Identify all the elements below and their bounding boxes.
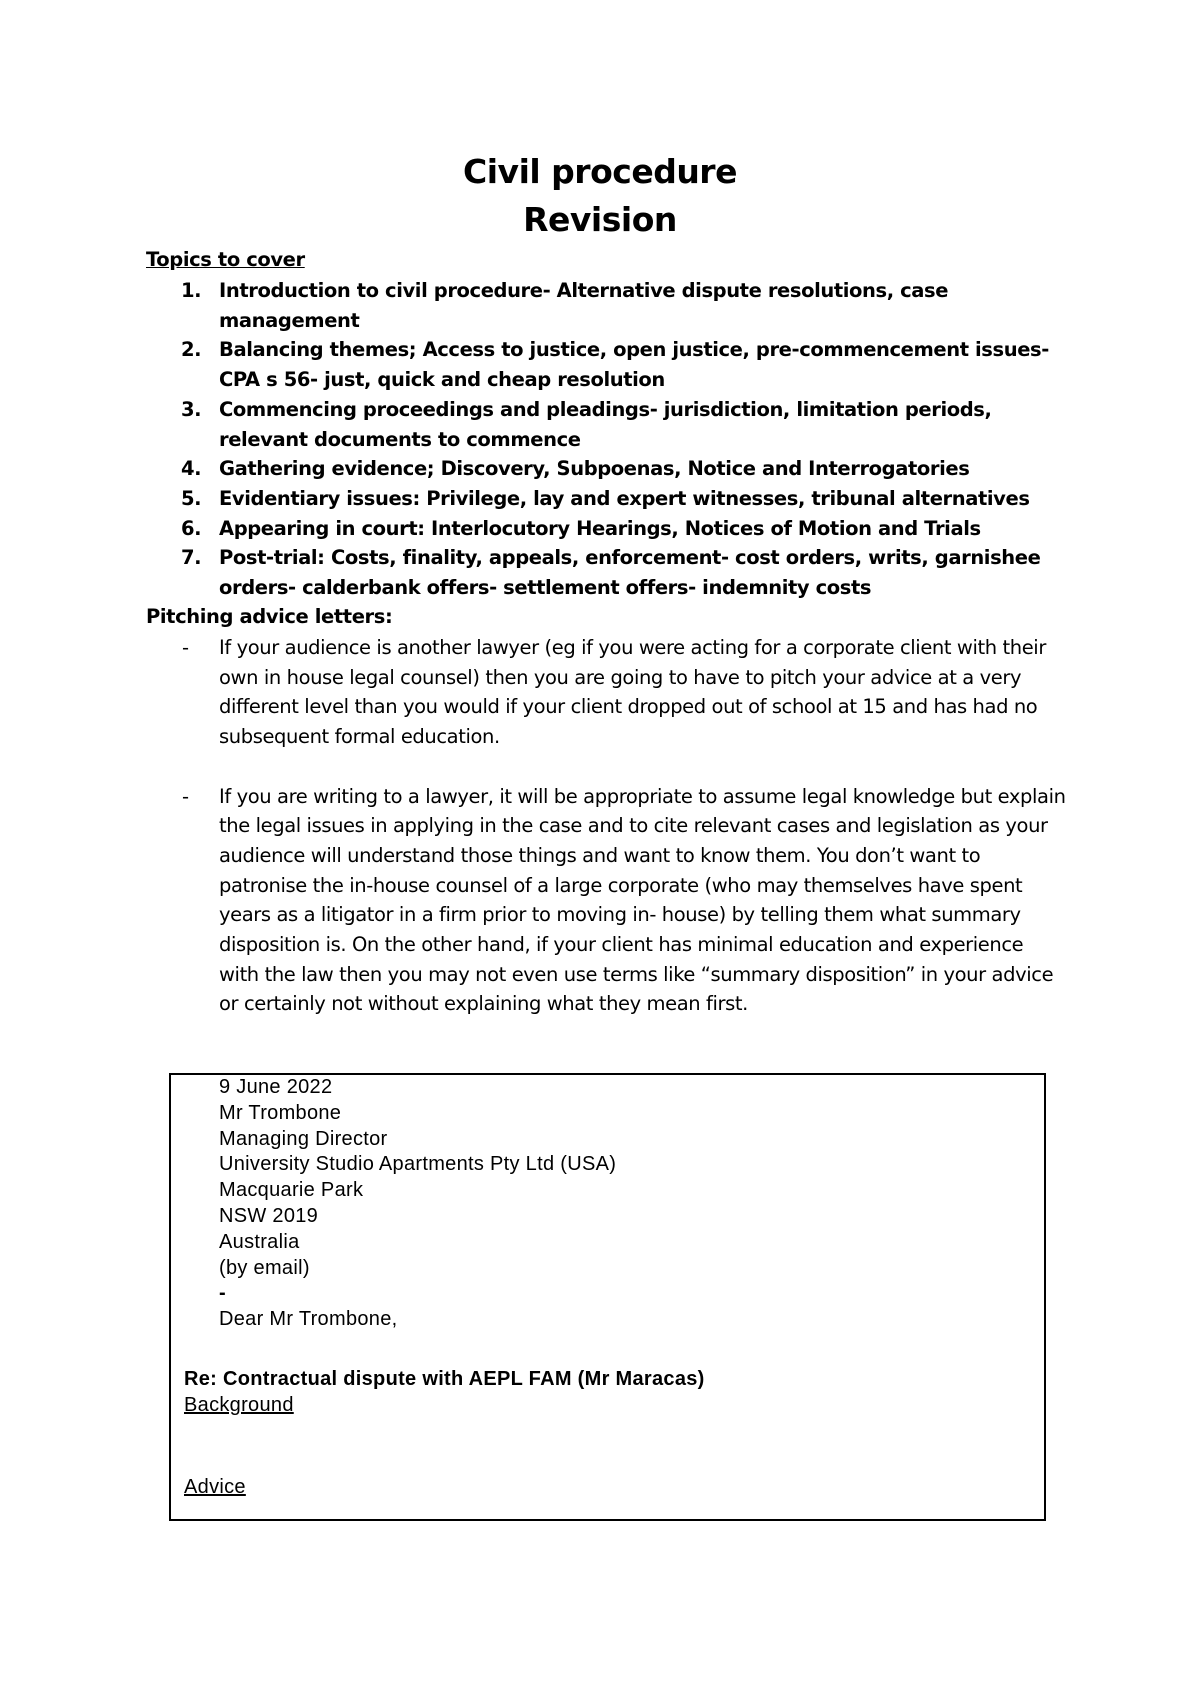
letter-date: 9 June 2022 <box>219 1076 333 1098</box>
letter-state-postcode: NSW 2019 <box>219 1204 319 1227</box>
list-item-text: Gathering evidence; Discovery, Subpoenas, Notice and Interrogatories <box>219 457 970 481</box>
letter-separator: - <box>219 1282 226 1305</box>
topics-heading: Topics to cover <box>146 248 305 271</box>
list-item <box>146 454 1066 484</box>
letter-country: Australia <box>219 1230 300 1253</box>
list-item <box>146 514 1066 544</box>
list-item-text: If you are writing to a lawyer, it will be appropriate to assume legal knowledge but explain the legal issues in applying in the case and to cite relevant cases and legislation as your audience will understand those things and want to know them. You don’t want to patronise the in-house counsel of a large corporate (who may themselves have spent years as a litigator in a firm prior to moving in- house) by telling them what summary disposition is. On the other hand, if your client has minimal education and experience with the law then you may not even use terms like “summary disposition” in your advice or certainly not without explaining what they mean first. <box>219 784 1066 1016</box>
list-item <box>146 335 1066 394</box>
letter-recipient: Mr Trombone <box>219 1101 342 1124</box>
list-item-text: Appearing in court: Interlocutory Hearings, Notices of Motion and Trials <box>219 516 981 540</box>
pitching-heading: Pitching advice letters: <box>146 605 393 628</box>
topics-list <box>146 276 1066 603</box>
list-item-text: Evidentiary issues: Privilege, lay and expert witnesses, tribunal alternatives <box>219 486 1030 510</box>
list-item <box>146 543 1066 602</box>
letter-section-background: Background <box>184 1394 294 1416</box>
list-item-number: 1. <box>181 279 202 302</box>
letter-section-advice: Advice <box>184 1476 246 1498</box>
list-item <box>146 276 1066 335</box>
list-item-number: 3. <box>181 397 202 421</box>
letter-position: Managing Director <box>219 1127 388 1150</box>
letter-re-line: Re: Contractual dispute with AEPL FAM (Mr Maracas) <box>184 1368 705 1390</box>
letter-company: University Studio Apartments Pty Ltd (USA) <box>219 1153 617 1176</box>
list-item-number: 4. <box>181 457 202 481</box>
list-item-text: Commencing proceedings and pleadings- jurisdiction, limitation periods, relevant documents to commence <box>219 397 992 451</box>
letter-suburb: Macquarie Park <box>219 1179 364 1202</box>
bullet-dash: - <box>182 636 189 659</box>
list-item <box>146 782 1066 1020</box>
pitching-list <box>146 633 1066 1019</box>
letter-salutation: Dear Mr Trombone, <box>219 1308 398 1331</box>
list-item-number: 6. <box>181 516 202 540</box>
list-item-number: 5. <box>181 486 202 510</box>
list-item <box>146 395 1066 454</box>
list-item-text: Post-trial: Costs, finality, appeals, enforcement- cost orders, writs, garnishee orders- calderbank offers- settlement offers- indemnity costs <box>219 546 1041 600</box>
letter-delivery: (by email) <box>219 1256 310 1279</box>
document-subtitle: Revision <box>523 200 677 239</box>
letter-template-box <box>169 1073 1046 1521</box>
list-item <box>146 633 1066 752</box>
list-item-text: Balancing themes; Access to justice, open justice, pre-commencement issues- CPA s 56- just, quick and cheap resolution <box>219 338 1049 392</box>
list-item-number: 2. <box>181 338 202 362</box>
bullet-dash: - <box>182 784 189 808</box>
list-item-text: If your audience is another lawyer (eg if you were acting for a corporate client with their own in house legal counsel) then you are going to have to pitch your advice at a very different level than you would if your client dropped out of school at 15 and has had no subsequent formal education. <box>219 636 1046 749</box>
letter-address-block <box>219 1075 616 1333</box>
list-item <box>146 484 1066 514</box>
document-title: Civil procedure <box>463 152 737 191</box>
list-item-text: Introduction to civil procedure- Alternative dispute resolutions, case management <box>219 279 949 332</box>
list-item-number: 7. <box>181 546 202 570</box>
